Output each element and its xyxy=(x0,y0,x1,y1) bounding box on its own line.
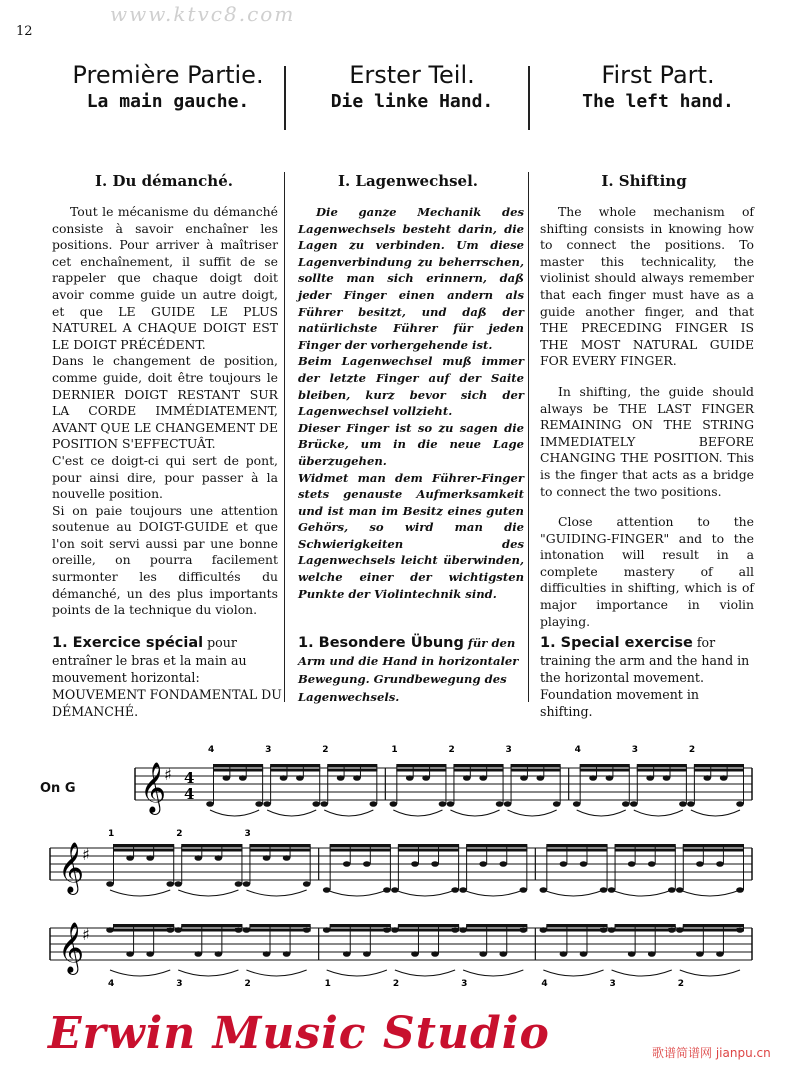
slur xyxy=(327,970,387,976)
note-head xyxy=(194,855,202,861)
note-head xyxy=(323,927,331,933)
note-head xyxy=(312,801,320,807)
time-signature-numerator: 4 xyxy=(184,769,195,787)
slur xyxy=(395,890,455,896)
note-beam xyxy=(181,929,242,932)
note-head xyxy=(363,951,371,957)
exercise-text: für den Arm und die Hand in horizontaler Bewegung. Grundbewegung des Lagenwechsels. xyxy=(298,636,519,704)
exercise-number: 1. Exercice spécial xyxy=(52,635,204,651)
slur xyxy=(324,810,373,816)
note-head xyxy=(560,861,568,867)
note-head xyxy=(520,775,528,781)
note-beam xyxy=(466,929,527,932)
fingering-number: 4 xyxy=(574,745,581,755)
note-beam xyxy=(637,764,687,767)
note-head xyxy=(499,951,507,957)
note-beam xyxy=(546,929,607,932)
note-beam xyxy=(181,844,242,847)
note-beam xyxy=(330,844,391,847)
note-beam xyxy=(270,764,320,767)
note-head xyxy=(463,775,471,781)
note-head xyxy=(343,861,351,867)
note-head xyxy=(608,927,616,933)
note-head xyxy=(676,927,684,933)
note-head xyxy=(573,801,581,807)
note-beam xyxy=(615,924,676,927)
note-beam xyxy=(683,844,744,847)
note-head xyxy=(439,801,447,807)
note-beam xyxy=(694,764,744,767)
fingering-number: 2 xyxy=(244,979,251,989)
note-beam xyxy=(398,924,459,927)
note-head xyxy=(390,801,398,807)
paragraph: The whole mechanism of shifting consists in knowing how to connect the positions. To master this technicality, the violinist should always remember that each finger must have as a guide another finger, and that THE PRECEDING FINGER IS THE MOST NATURAL GUIDE FOR EVERY FINGER. xyxy=(540,204,754,369)
section-heading: I. Lagenwechsel. xyxy=(337,172,479,190)
note-head xyxy=(194,951,202,957)
note-beam xyxy=(249,924,310,927)
note-beam xyxy=(546,924,607,927)
exercise-heading-english xyxy=(540,634,754,720)
paragraph: Si on paie toujours une attention soutenue au DOIGT-GUIDE et que l'on soit servi aussi par une bonne oreille, on pourra facilement surmonter les difficultés du démanché, un des plus importants points de la technique du violon. xyxy=(52,502,278,618)
note-head xyxy=(406,775,414,781)
note-head xyxy=(540,927,548,933)
note-head xyxy=(431,951,439,957)
treble-clef-icon: 𝄞 xyxy=(58,922,85,973)
treble-clef-icon: 𝄞 xyxy=(58,842,85,893)
note-head xyxy=(391,927,399,933)
slur xyxy=(393,810,442,816)
note-beam xyxy=(330,849,391,852)
column-divider xyxy=(528,172,529,702)
note-head xyxy=(679,801,687,807)
note-beam xyxy=(181,924,242,927)
column-divider xyxy=(284,172,285,702)
note-beam xyxy=(249,849,310,852)
treble-clef-icon: 𝄞 xyxy=(140,762,167,813)
note-head xyxy=(716,951,724,957)
column-german xyxy=(292,60,532,114)
slur xyxy=(543,890,603,896)
slur xyxy=(395,970,455,976)
note-head xyxy=(106,881,114,887)
note-beam xyxy=(249,929,310,932)
slur xyxy=(110,970,170,976)
note-beam xyxy=(398,929,459,932)
note-beam xyxy=(546,849,607,852)
note-head xyxy=(370,801,378,807)
part-subtitle: Die linke Hand. xyxy=(330,91,494,112)
exercise-heading-french xyxy=(52,634,282,720)
note-beam xyxy=(396,764,446,767)
note-beam xyxy=(683,929,744,932)
note-beam xyxy=(249,844,310,847)
note-beam xyxy=(113,924,174,927)
fingering-number: 1 xyxy=(324,979,331,989)
note-beam xyxy=(466,844,527,847)
note-head xyxy=(337,775,345,781)
note-head xyxy=(479,861,487,867)
slur xyxy=(680,970,740,976)
note-beam xyxy=(330,929,391,932)
note-head xyxy=(716,861,724,867)
note-head xyxy=(255,801,263,807)
note-head xyxy=(166,881,174,887)
body-text-english xyxy=(540,204,754,630)
note-beam xyxy=(615,929,676,932)
fingering-number: 2 xyxy=(392,979,400,989)
paragraph: Die ganze Mechanik des Lagenwechsels besteht darin, die Lagen zu verbinden. Um diese Lagenverbindung zu beherrschen, sollte man sich erinnern, daß jeder Finger einen andern als Führer besitzt, und daß der natürlichste Führer für jeden Finger der vorhergehende ist. xyxy=(298,205,524,352)
note-head xyxy=(223,775,231,781)
slur xyxy=(267,810,316,816)
note-head xyxy=(126,951,134,957)
note-head xyxy=(459,927,467,933)
slur xyxy=(463,890,523,896)
column-english xyxy=(538,60,778,114)
note-beam xyxy=(694,769,744,772)
paragraph: C'est ce doigt-ci qui sert de pont, pour ainsi dire, pour passer à la nouvelle position. xyxy=(52,452,278,502)
paragraph: Dans le changement de position, comme guide, doit être toujours le DERNIER DOIGT RESTANT SUR LA CORDE IMMÉDIATEMENT, AVANT QUE LE CHANGEMENT DE POSITION S'EFFECTUÂT. xyxy=(52,353,279,452)
note-beam xyxy=(330,924,391,927)
note-head xyxy=(536,775,544,781)
note-head xyxy=(422,775,430,781)
note-beam xyxy=(637,769,687,772)
note-beam xyxy=(615,844,676,847)
note-head xyxy=(696,861,704,867)
slur xyxy=(543,970,603,976)
fingering-number: 4 xyxy=(108,979,115,989)
note-head xyxy=(239,775,247,781)
fingering-number: 2 xyxy=(677,979,685,989)
note-head xyxy=(479,951,487,957)
fingering-number: 4 xyxy=(541,979,548,989)
note-head xyxy=(235,881,243,887)
exercise-heading-german xyxy=(298,634,528,706)
key-signature-sharp: ♯ xyxy=(164,765,172,784)
watermark-top: www.ktvc8.com xyxy=(110,2,296,26)
paragraph: Tout le mécanisme du démanché consiste à savoir enchaîner les positions. Pour arriver à maîtriser cet enchaînement, il suffit de se rappeler que chaque doigt doit avoir comme guide un autre doigt, et que LE GUIDE LE PLUS NATUREL A CHAQUE DOIGT EST LE DOIGT PRÉCÉDENT. xyxy=(52,204,278,352)
note-head xyxy=(720,775,728,781)
fingering-number: 2 xyxy=(448,745,455,755)
slur xyxy=(110,890,170,896)
fingering-number: 3 xyxy=(631,745,639,755)
note-beam xyxy=(615,849,676,852)
note-head xyxy=(628,951,636,957)
fingering-number: 3 xyxy=(244,829,251,839)
note-head xyxy=(663,775,671,781)
string-label: On G xyxy=(40,781,76,796)
note-beam xyxy=(683,924,744,927)
note-head xyxy=(353,775,361,781)
note-head xyxy=(126,855,134,861)
exercise-text: for training the arm and the hand in the horizontal movement. Foundation movement in shifting. xyxy=(540,635,750,719)
note-head xyxy=(263,951,271,957)
note-beam xyxy=(396,769,446,772)
note-head xyxy=(479,775,487,781)
slur xyxy=(634,810,683,816)
section-heading: I. Du démanché. xyxy=(95,172,233,190)
note-beam xyxy=(511,764,561,767)
body-text-french xyxy=(52,204,278,619)
note-head xyxy=(580,951,588,957)
part-title: First Part. xyxy=(601,61,715,89)
note-beam xyxy=(213,764,263,767)
note-head xyxy=(174,881,182,887)
note-beam xyxy=(546,844,607,847)
note-head xyxy=(383,887,391,893)
note-head xyxy=(451,887,459,893)
note-beam xyxy=(466,849,527,852)
note-head xyxy=(296,775,304,781)
note-beam xyxy=(683,849,744,852)
note-head xyxy=(499,861,507,867)
body-text-german xyxy=(298,204,524,602)
slur xyxy=(246,890,306,896)
paragraph: Beim Lagenwechsel muß immer der letzte Finger auf der Saite bleiben, kurz bevor sich der Lagenwechsel vollzieht. xyxy=(298,354,524,419)
note-head xyxy=(628,861,636,867)
note-head xyxy=(411,951,419,957)
part-subtitle: The left hand. xyxy=(582,91,734,112)
note-head xyxy=(703,775,711,781)
note-head xyxy=(243,881,251,887)
note-head xyxy=(504,801,512,807)
slur xyxy=(691,810,740,816)
slur xyxy=(210,810,259,816)
slur xyxy=(680,890,740,896)
note-head xyxy=(431,861,439,867)
note-beam xyxy=(327,769,377,772)
note-head xyxy=(303,881,311,887)
note-head xyxy=(146,951,154,957)
exercise-number: 1. Besondere Übung xyxy=(298,635,464,651)
watermark-bottom-site: jianpu.cn xyxy=(715,1046,771,1060)
note-head xyxy=(411,861,419,867)
note-head xyxy=(736,801,744,807)
note-beam xyxy=(270,769,320,772)
music-staves xyxy=(0,740,800,1000)
slur xyxy=(327,890,387,896)
part-title: Première Partie. xyxy=(72,61,264,89)
key-signature-sharp: ♯ xyxy=(82,845,90,864)
note-head xyxy=(687,801,695,807)
fingering-number: 3 xyxy=(176,979,183,989)
note-head xyxy=(280,775,288,781)
fingering-number: 3 xyxy=(265,745,272,755)
studio-stamp: Erwin Music Studio xyxy=(48,1008,550,1059)
page-number: 12 xyxy=(16,24,33,39)
note-beam xyxy=(181,849,242,852)
note-head xyxy=(580,861,588,867)
fingering-number: 1 xyxy=(391,745,398,755)
note-head xyxy=(606,775,614,781)
slur xyxy=(246,970,306,976)
note-head xyxy=(648,951,656,957)
key-signature-sharp: ♯ xyxy=(82,925,90,944)
slur xyxy=(508,810,557,816)
note-head xyxy=(696,951,704,957)
slur xyxy=(178,890,238,896)
note-head xyxy=(263,855,271,861)
note-beam xyxy=(466,924,527,927)
note-beam xyxy=(213,769,263,772)
note-beam xyxy=(453,769,503,772)
slur xyxy=(577,810,626,816)
part-title: Erster Teil. xyxy=(349,61,475,89)
note-head xyxy=(263,801,271,807)
note-head xyxy=(648,861,656,867)
note-head xyxy=(106,927,114,933)
fingering-number: 3 xyxy=(609,979,616,989)
note-beam xyxy=(398,849,459,852)
column-french xyxy=(48,60,288,114)
note-beam xyxy=(511,769,561,772)
note-head xyxy=(243,927,251,933)
time-signature-denominator: 4 xyxy=(184,785,195,803)
note-head xyxy=(174,927,182,933)
note-head xyxy=(560,951,568,957)
note-beam xyxy=(327,764,377,767)
slur xyxy=(612,890,672,896)
note-head xyxy=(283,855,291,861)
note-head xyxy=(589,775,597,781)
paragraph: Widmet man dem Führer-Finger stets genauste Aufmerksamkeit und ist man im Besitz eines guten Gehörs, so wird man die Schwierigkeiten des Lagenwechsels leicht überwinden, welche einer der wichtigsten Punkte der Violintechnik sind. xyxy=(298,470,524,601)
note-head xyxy=(215,855,223,861)
note-head xyxy=(206,801,214,807)
paragraph: Close attention to the "GUIDING-FINGER" and to the intonation will result in a complete mastery of all difficulties in shifting, which is of major importance in violin playing. xyxy=(540,514,754,629)
note-beam xyxy=(580,769,630,772)
watermark-bottom xyxy=(652,1044,771,1061)
note-head xyxy=(363,861,371,867)
note-head xyxy=(320,801,328,807)
note-head xyxy=(343,951,351,957)
note-head xyxy=(283,951,291,957)
fingering-number: 1 xyxy=(108,829,115,839)
section-heading: I. Shifting xyxy=(601,172,687,190)
note-head xyxy=(215,951,223,957)
note-head xyxy=(447,801,455,807)
fingering-number: 2 xyxy=(322,745,329,755)
watermark-bottom-name: 歌谱简谱网 xyxy=(652,1046,713,1060)
slur xyxy=(463,970,523,976)
note-beam xyxy=(398,844,459,847)
note-head xyxy=(622,801,630,807)
note-head xyxy=(553,801,561,807)
exercise-number: 1. Special exercise xyxy=(540,635,693,651)
fingering-number: 3 xyxy=(505,745,512,755)
note-head xyxy=(646,775,654,781)
note-beam xyxy=(113,844,174,847)
note-head xyxy=(496,801,504,807)
slur xyxy=(178,970,238,976)
note-head xyxy=(630,801,638,807)
slur xyxy=(450,810,499,816)
note-head xyxy=(146,855,154,861)
part-subtitle: La main gauche. xyxy=(86,91,250,112)
fingering-number: 4 xyxy=(208,745,215,755)
fingering-number: 2 xyxy=(688,745,696,755)
fingering-number: 2 xyxy=(176,829,183,839)
note-beam xyxy=(580,764,630,767)
slur xyxy=(612,970,672,976)
paragraph: Dieser Finger ist so zu sagen die Brücke, um in die neue Lage überzugehen. xyxy=(298,420,524,468)
exercise-text: pour entraîner le bras et la main au mouvement horizontal: MOUVEMENT FONDAMENTAL DU DÉMANCHÉ. xyxy=(52,635,282,719)
note-beam xyxy=(113,849,174,852)
note-beam xyxy=(113,929,174,932)
note-beam xyxy=(453,764,503,767)
paragraph: In shifting, the guide should always be THE LAST FINGER REMAINING ON THE STRING IMMEDIATELY BEFORE CHANGING THE POSITION. This is the finger that acts as a bridge to connect the two positions. xyxy=(540,383,754,499)
fingering-number: 3 xyxy=(461,979,468,989)
